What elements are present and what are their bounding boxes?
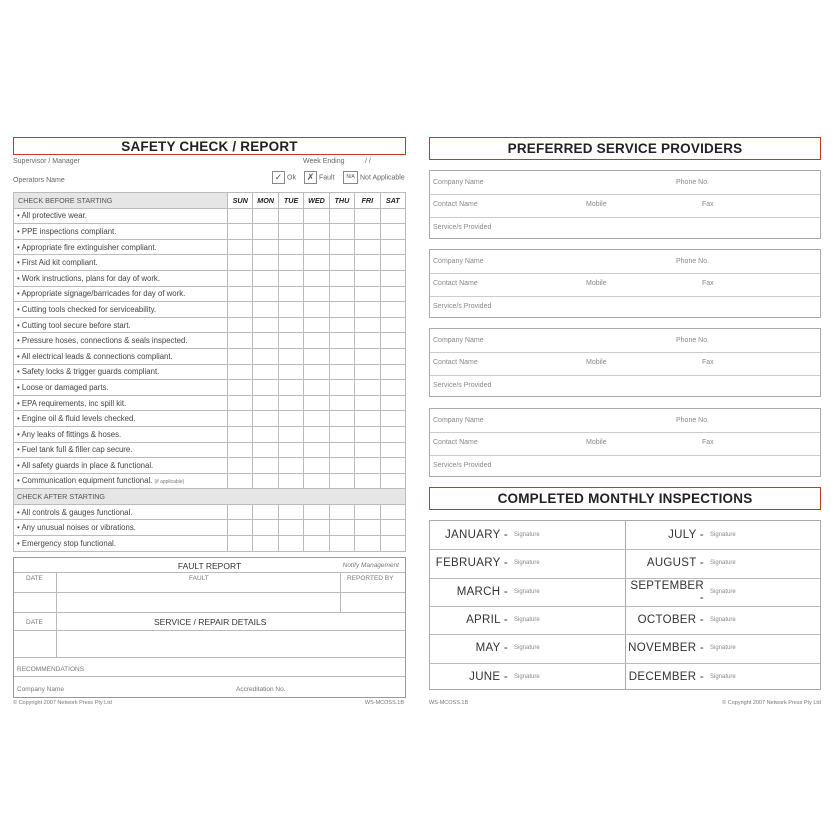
legend-not-applicable: N/A Not Applicable [343, 171, 405, 184]
day-check-cell[interactable] [228, 286, 253, 302]
day-check-cell[interactable] [355, 364, 380, 380]
day-check-cell[interactable] [355, 520, 380, 536]
mobile-field[interactable]: Mobile [586, 359, 607, 366]
day-check-cell[interactable] [253, 536, 278, 552]
day-check-cell[interactable] [253, 255, 278, 271]
checklist-header-row [14, 193, 406, 209]
month-label: APRIL - [466, 614, 508, 627]
day-check-cell[interactable] [304, 270, 329, 286]
month-label: OCTOBER - [637, 614, 704, 627]
day-check-cell[interactable] [278, 473, 303, 489]
day-check-cell[interactable] [228, 270, 253, 286]
day-check-cell[interactable] [355, 426, 380, 442]
day-check-cell[interactable] [253, 380, 278, 396]
day-check-cell[interactable] [355, 286, 380, 302]
day-fri: FRI [355, 193, 380, 209]
company-name-field[interactable]: Company Name [433, 337, 484, 344]
day-check-cell[interactable] [355, 270, 380, 286]
month-inspection-row [626, 578, 821, 606]
day-check-cell[interactable] [355, 348, 380, 364]
day-check-cell[interactable] [228, 520, 253, 536]
day-check-cell[interactable] [278, 364, 303, 380]
day-check-cell[interactable] [228, 255, 253, 271]
day-check-cell[interactable] [329, 224, 354, 240]
signature-field[interactable]: Signature [514, 617, 540, 624]
day-check-cell[interactable] [278, 224, 303, 240]
month-inspection-row [430, 578, 625, 606]
day-check-cell[interactable] [228, 239, 253, 255]
day-check-cell[interactable] [380, 473, 405, 489]
day-check-cell[interactable] [278, 395, 303, 411]
day-check-cell[interactable] [380, 504, 405, 520]
safety-check-page [13, 137, 406, 706]
fault-report-title: FAULT REPORT [177, 561, 242, 571]
day-check-cell[interactable] [355, 536, 380, 552]
check-before-item: • All protective wear. [14, 208, 228, 224]
month-inspection-row [626, 663, 821, 691]
monthly-inspections-title: COMPLETED MONTHLY INSPECTIONS [429, 487, 821, 510]
check-before-row [14, 239, 406, 255]
day-check-cell[interactable] [253, 317, 278, 333]
day-sun: SUN [228, 193, 253, 209]
day-check-cell[interactable] [355, 473, 380, 489]
fax-field[interactable]: Fax [702, 359, 714, 366]
check-before-item: • Appropriate signage/barricades for day of work. [14, 286, 228, 302]
day-check-cell[interactable] [253, 458, 278, 474]
month-label: FEBRUARY - [435, 557, 508, 570]
day-check-cell[interactable] [253, 442, 278, 458]
phone-field[interactable]: Phone No. [676, 417, 710, 424]
company-name-label: Company Name [17, 686, 64, 693]
day-check-cell[interactable] [355, 504, 380, 520]
recommendations-label: RECOMMENDATIONS [17, 666, 85, 673]
check-before-row [14, 348, 406, 364]
day-check-cell[interactable] [228, 536, 253, 552]
check-after-header: CHECK AFTER STARTING [14, 489, 406, 505]
day-check-cell[interactable] [304, 364, 329, 380]
day-check-cell[interactable] [253, 426, 278, 442]
day-check-cell[interactable] [228, 317, 253, 333]
month-label: MAY - [475, 642, 508, 655]
day-check-cell[interactable] [304, 348, 329, 364]
day-check-cell[interactable] [228, 333, 253, 349]
check-before-row [14, 270, 406, 286]
phone-field[interactable]: Phone No. [676, 179, 710, 186]
day-check-cell[interactable] [304, 395, 329, 411]
monthly-inspections-grid [429, 520, 821, 690]
safety-checklist-table [13, 192, 406, 552]
month-inspection-row [430, 521, 625, 549]
check-before-item: • All electrical leads & connections compliant. [14, 348, 228, 364]
cross-icon: ✗ [304, 171, 317, 184]
day-check-cell[interactable] [355, 317, 380, 333]
day-check-cell[interactable] [278, 442, 303, 458]
check-after-row [14, 504, 406, 520]
month-label: JUNE - [469, 670, 508, 683]
day-check-cell[interactable] [228, 458, 253, 474]
service-repair-title: SERVICE / REPAIR DETAILS [154, 617, 267, 627]
check-before-item: • PPE inspections compliant. [14, 224, 228, 240]
day-check-cell[interactable] [253, 270, 278, 286]
day-thu: THU [329, 193, 354, 209]
day-check-cell[interactable] [253, 239, 278, 255]
check-after-item: • Any unusual noises or vibrations. [14, 520, 228, 536]
safety-check-title: SAFETY CHECK / REPORT [13, 137, 406, 155]
month-label: AUGUST - [646, 557, 704, 570]
day-check-cell[interactable] [380, 380, 405, 396]
check-before-item: • Engine oil & fluid levels checked. [14, 411, 228, 427]
day-check-cell[interactable] [253, 395, 278, 411]
services-provided-field[interactable]: Service/s Provided [433, 303, 492, 310]
week-ending-label: Week Ending [303, 158, 345, 165]
operator-name-label: Operators Name [13, 177, 65, 184]
check-before-item: • First Aid kit compliant. [14, 255, 228, 271]
day-check-cell[interactable] [304, 255, 329, 271]
month-label: SEPTEMBER - [630, 579, 704, 604]
day-check-cell[interactable] [380, 395, 405, 411]
day-check-cell[interactable] [304, 536, 329, 552]
day-check-cell[interactable] [380, 348, 405, 364]
day-check-cell[interactable] [380, 520, 405, 536]
check-after-item: • All controls & gauges functional. [14, 504, 228, 520]
day-check-cell[interactable] [228, 380, 253, 396]
day-check-cell[interactable] [355, 411, 380, 427]
day-check-cell[interactable] [253, 224, 278, 240]
check-before-row [14, 255, 406, 271]
day-check-cell[interactable] [253, 520, 278, 536]
accreditation-label: Accreditation No. [236, 686, 286, 693]
fax-field[interactable]: Fax [702, 201, 714, 208]
day-tue: TUE [278, 193, 303, 209]
day-check-cell[interactable] [253, 411, 278, 427]
fax-field[interactable]: Fax [702, 280, 714, 287]
day-check-cell[interactable] [304, 286, 329, 302]
day-check-cell[interactable] [278, 208, 303, 224]
day-check-cell[interactable] [380, 255, 405, 271]
day-check-cell[interactable] [278, 270, 303, 286]
day-check-cell[interactable] [278, 255, 303, 271]
month-inspection-row [626, 606, 821, 634]
signature-field[interactable]: Signature [514, 560, 540, 567]
day-check-cell[interactable] [329, 473, 354, 489]
check-after-row [14, 536, 406, 552]
check-before-row [14, 411, 406, 427]
day-sat: SAT [380, 193, 405, 209]
day-check-cell[interactable] [253, 286, 278, 302]
signature-field[interactable]: Signature [710, 560, 736, 567]
signature-field[interactable]: Signature [514, 645, 540, 652]
mobile-field[interactable]: Mobile [586, 280, 607, 287]
na-icon: N/A [343, 171, 358, 184]
week-ending-date-slashes: / / [365, 158, 371, 165]
day-check-cell[interactable] [329, 520, 354, 536]
company-name-field[interactable]: Company Name [433, 179, 484, 186]
signature-field[interactable]: Signature [514, 673, 540, 680]
check-before-item: • Cutting tool secure before start. [14, 317, 228, 333]
company-name-field[interactable]: Company Name [433, 258, 484, 265]
day-check-cell[interactable] [278, 348, 303, 364]
preferred-providers-title: PREFERRED SERVICE PROVIDERS [429, 137, 821, 160]
day-check-cell[interactable] [380, 286, 405, 302]
check-before-row [14, 302, 406, 318]
check-before-item: • Safety locks & trigger guards compliant. [14, 364, 228, 380]
check-before-row [14, 208, 406, 224]
day-check-cell[interactable] [329, 364, 354, 380]
day-check-cell[interactable] [329, 504, 354, 520]
day-check-cell[interactable] [380, 411, 405, 427]
day-check-cell[interactable] [355, 333, 380, 349]
left-copyright: © Copyright 2007 Network Press Pty Ltd [13, 700, 112, 706]
check-before-item: • All safety guards in place & functional. [14, 458, 228, 474]
day-check-cell[interactable] [380, 458, 405, 474]
day-check-cell[interactable] [228, 504, 253, 520]
check-before-row [14, 224, 406, 240]
month-inspection-row [430, 549, 625, 577]
signature-field[interactable]: Signature [514, 588, 540, 595]
supervisor-label: Supervisor / Manager [13, 158, 80, 165]
check-before-item: • Appropriate fire extinguisher compliant. [14, 239, 228, 255]
signature-field[interactable]: Signature [710, 532, 736, 539]
day-check-cell[interactable] [380, 317, 405, 333]
phone-field[interactable]: Phone No. [676, 258, 710, 265]
day-check-cell[interactable] [228, 473, 253, 489]
signature-field[interactable]: Signature [514, 532, 540, 539]
day-check-cell[interactable] [380, 224, 405, 240]
check-before-item: • Fuel tank full & filler cap secure. [14, 442, 228, 458]
check-before-item: • Pressure hoses, connections & seals inspected. [14, 333, 228, 349]
day-check-cell[interactable] [278, 302, 303, 318]
left-form-code: WS-MCOSS.1B [364, 700, 404, 706]
day-check-cell[interactable] [329, 317, 354, 333]
day-check-cell[interactable] [329, 270, 354, 286]
day-wed: WED [304, 193, 329, 209]
day-check-cell[interactable] [253, 348, 278, 364]
service-provider-box [429, 328, 821, 397]
service-provider-box [429, 249, 821, 318]
services-provided-field[interactable]: Service/s Provided [433, 462, 492, 469]
day-check-cell[interactable] [355, 302, 380, 318]
day-check-cell[interactable] [304, 442, 329, 458]
month-inspection-row [430, 634, 625, 662]
fax-field[interactable]: Fax [702, 439, 714, 446]
day-check-cell[interactable] [278, 520, 303, 536]
check-before-row [14, 442, 406, 458]
day-mon: MON [253, 193, 278, 209]
day-check-cell[interactable] [253, 302, 278, 318]
day-check-cell[interactable] [355, 458, 380, 474]
day-check-cell[interactable] [380, 333, 405, 349]
service-provider-box [429, 408, 821, 477]
services-provided-field[interactable]: Service/s Provided [433, 224, 492, 231]
day-check-cell[interactable] [304, 333, 329, 349]
day-check-cell[interactable] [329, 442, 354, 458]
day-check-cell[interactable] [304, 302, 329, 318]
day-check-cell[interactable] [253, 333, 278, 349]
check-before-row [14, 380, 406, 396]
day-check-cell[interactable] [380, 302, 405, 318]
day-check-cell[interactable] [329, 333, 354, 349]
day-check-cell[interactable] [278, 239, 303, 255]
day-check-cell[interactable] [228, 411, 253, 427]
day-check-cell[interactable] [278, 380, 303, 396]
service-date-label: DATE [26, 619, 43, 626]
day-check-cell[interactable] [253, 504, 278, 520]
check-before-item: • Communication equipment functional. (if applicable) [14, 473, 228, 489]
day-check-cell[interactable] [380, 426, 405, 442]
day-check-cell[interactable] [228, 364, 253, 380]
notify-management-label: Notify Management [342, 562, 399, 569]
check-before-item: • Loose or damaged parts. [14, 380, 228, 396]
contact-name-field[interactable]: Contact Name [433, 201, 478, 208]
contact-name-field[interactable]: Contact Name [433, 280, 478, 287]
day-check-cell[interactable] [304, 504, 329, 520]
day-check-cell[interactable] [304, 473, 329, 489]
day-check-cell[interactable] [329, 536, 354, 552]
day-check-cell[interactable] [278, 286, 303, 302]
fault-date-label: DATE [26, 575, 43, 582]
check-before-item: • Work instructions, plans for day of work. [14, 270, 228, 286]
day-check-cell[interactable] [304, 380, 329, 396]
month-inspection-row [626, 521, 821, 549]
day-check-cell[interactable] [329, 239, 354, 255]
month-label: NOVEMBER - [628, 642, 704, 655]
check-after-row [14, 520, 406, 536]
fault-report-section [13, 557, 406, 698]
day-check-cell[interactable] [329, 286, 354, 302]
day-check-cell[interactable] [228, 208, 253, 224]
day-check-cell[interactable] [329, 426, 354, 442]
service-providers-page [429, 137, 821, 706]
day-check-cell[interactable] [329, 395, 354, 411]
check-before-row [14, 458, 406, 474]
check-before-item: • Cutting tools checked for serviceability. [14, 302, 228, 318]
day-check-cell[interactable] [278, 536, 303, 552]
check-before-row [14, 426, 406, 442]
day-check-cell[interactable] [304, 458, 329, 474]
contact-name-field[interactable]: Contact Name [433, 359, 478, 366]
day-check-cell[interactable] [278, 333, 303, 349]
check-before-row [14, 317, 406, 333]
day-check-cell[interactable] [304, 317, 329, 333]
day-check-cell[interactable] [228, 395, 253, 411]
service-provider-box [429, 170, 821, 239]
fault-label: FAULT [189, 575, 209, 582]
company-name-field[interactable]: Company Name [433, 417, 484, 424]
phone-field[interactable]: Phone No. [676, 337, 710, 344]
day-check-cell[interactable] [380, 239, 405, 255]
day-check-cell[interactable] [380, 442, 405, 458]
day-check-cell[interactable] [329, 458, 354, 474]
day-check-cell[interactable] [253, 208, 278, 224]
check-before-row [14, 333, 406, 349]
month-inspection-row [430, 606, 625, 634]
day-check-cell[interactable] [355, 395, 380, 411]
day-check-cell[interactable] [329, 255, 354, 271]
signature-field[interactable]: Signature [710, 588, 736, 595]
month-label: JULY - [668, 529, 704, 542]
month-inspection-row [430, 663, 625, 691]
check-before-header: CHECK BEFORE STARTING [14, 193, 228, 209]
day-check-cell[interactable] [253, 364, 278, 380]
day-check-cell[interactable] [355, 255, 380, 271]
day-check-cell[interactable] [304, 208, 329, 224]
check-before-row [14, 286, 406, 302]
check-before-row [14, 473, 406, 489]
day-check-cell[interactable] [304, 411, 329, 427]
day-check-cell[interactable] [228, 348, 253, 364]
check-icon: ✓ [272, 171, 285, 184]
mobile-field[interactable]: Mobile [586, 201, 607, 208]
day-check-cell[interactable] [355, 442, 380, 458]
legend-fault: ✗ Fault [304, 171, 335, 184]
month-label: MARCH - [456, 585, 508, 598]
day-check-cell[interactable] [380, 270, 405, 286]
day-check-cell[interactable] [228, 442, 253, 458]
day-check-cell[interactable] [329, 208, 354, 224]
day-check-cell[interactable] [355, 239, 380, 255]
day-check-cell[interactable] [253, 473, 278, 489]
signature-field[interactable]: Signature [710, 673, 736, 680]
month-inspection-row [626, 549, 821, 577]
signature-field[interactable]: Signature [710, 645, 736, 652]
day-check-cell[interactable] [304, 520, 329, 536]
month-label: DECEMBER - [628, 670, 704, 683]
day-check-cell[interactable] [304, 239, 329, 255]
month-label: JANUARY - [445, 529, 508, 542]
month-inspection-row [626, 634, 821, 662]
right-copyright: © Copyright 2007 Network Press Pty Ltd [722, 700, 821, 706]
check-before-item: • EPA requirements, inc spill kit. [14, 395, 228, 411]
day-check-cell[interactable] [278, 504, 303, 520]
day-check-cell[interactable] [355, 208, 380, 224]
day-check-cell[interactable] [329, 411, 354, 427]
day-check-cell[interactable] [380, 208, 405, 224]
reported-by-label: REPORTED BY [347, 575, 394, 582]
day-check-cell[interactable] [380, 364, 405, 380]
check-after-item: • Emergency stop functional. [14, 536, 228, 552]
day-check-cell[interactable] [278, 411, 303, 427]
day-check-cell[interactable] [304, 224, 329, 240]
day-check-cell[interactable] [278, 458, 303, 474]
day-check-cell[interactable] [355, 224, 380, 240]
day-check-cell[interactable] [228, 426, 253, 442]
day-check-cell[interactable] [355, 380, 380, 396]
day-check-cell[interactable] [228, 302, 253, 318]
day-check-cell[interactable] [380, 536, 405, 552]
day-check-cell[interactable] [329, 348, 354, 364]
legend-ok: ✓ Ok [272, 171, 296, 184]
day-check-cell[interactable] [228, 224, 253, 240]
day-check-cell[interactable] [304, 426, 329, 442]
services-provided-field[interactable]: Service/s Provided [433, 382, 492, 389]
mobile-field[interactable]: Mobile [586, 439, 607, 446]
if-applicable-note: (if applicable) [154, 479, 185, 486]
day-check-cell[interactable] [278, 426, 303, 442]
signature-field[interactable]: Signature [710, 617, 736, 624]
day-check-cell[interactable] [278, 317, 303, 333]
check-before-item: • Any leaks of fittings & hoses. [14, 426, 228, 442]
check-before-row [14, 364, 406, 380]
check-after-header-row [14, 489, 406, 505]
day-check-cell[interactable] [329, 380, 354, 396]
check-before-row [14, 395, 406, 411]
contact-name-field[interactable]: Contact Name [433, 439, 478, 446]
right-form-code: WS-MCOSS.1B [429, 700, 469, 706]
day-check-cell[interactable] [329, 302, 354, 318]
